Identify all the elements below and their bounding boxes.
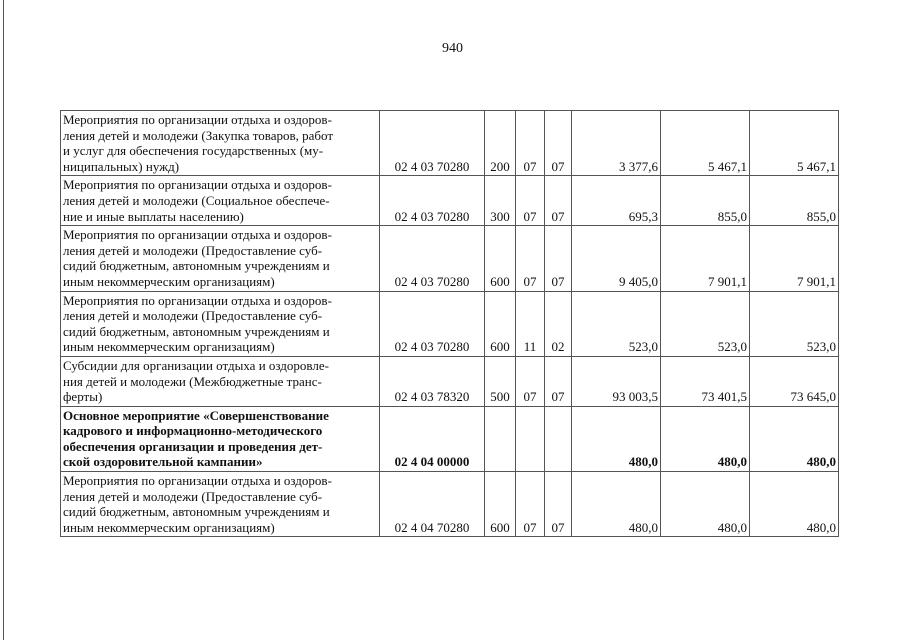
subsection-cell [545, 406, 572, 471]
amount-year1-cell: 695,3 [572, 176, 661, 226]
amount-year3-cell: 480,0 [750, 406, 839, 471]
item-name-line: ления детей и молодежи (Закупка товаров, работ [63, 127, 334, 143]
item-name-line: ления детей и молодежи (Предоставление суб- [63, 488, 323, 504]
budget-table [60, 110, 839, 537]
amount-year1-cell: 480,0 [572, 406, 661, 471]
item-name-line: сидий бюджетным, автономным учреждениям и [63, 504, 330, 520]
amount-year1-cell: 9 405,0 [572, 226, 661, 291]
item-name-line: иным некоммерческим организациям) [63, 519, 275, 535]
item-name-line: ние и иные выплаты населению) [63, 208, 244, 224]
page-left-edge [3, 0, 4, 640]
subsection-cell: 07 [545, 226, 572, 291]
program-code-cell: 02 4 03 70280 [380, 291, 485, 356]
amount-year2-cell: 5 467,1 [661, 111, 750, 176]
item-name-line: ской оздоровительной кампании» [63, 454, 263, 470]
subsection-cell: 07 [545, 111, 572, 176]
section-cell [516, 406, 545, 471]
item-name-line: обеспечения организации и проведения дет- [63, 438, 323, 454]
item-name-cell [61, 406, 380, 471]
amount-year3-cell: 73 645,0 [750, 356, 839, 406]
item-name-cell [61, 226, 380, 291]
expense-type-cell: 600 [485, 226, 516, 291]
expense-type-cell [485, 406, 516, 471]
amount-year1-cell: 480,0 [572, 472, 661, 537]
section-cell: 07 [516, 356, 545, 406]
item-name-line: Мероприятия по организации отдыха и оздоров- [63, 473, 332, 489]
item-name-line: иным некоммерческим организациям) [63, 273, 275, 289]
section-cell: 07 [516, 111, 545, 176]
expense-type-cell: 200 [485, 111, 516, 176]
expense-type-cell: 600 [485, 291, 516, 356]
item-name-line: ниципальных) нужд) [63, 158, 180, 174]
item-name-line: ления детей и молодежи (Предоставление суб- [63, 308, 323, 324]
item-name-cell [61, 291, 380, 356]
amount-year2-cell: 480,0 [661, 472, 750, 537]
section-cell: 07 [516, 472, 545, 537]
item-name-cell [61, 472, 380, 537]
table-row [61, 406, 839, 471]
item-name-cell [61, 176, 380, 226]
amount-year2-cell: 855,0 [661, 176, 750, 226]
page-number: 940 [442, 41, 463, 56]
expense-type-cell: 500 [485, 356, 516, 406]
table-row [61, 111, 839, 176]
program-code-cell: 02 4 04 70280 [380, 472, 485, 537]
item-name-line: иным некоммерческим организациям) [63, 339, 275, 355]
table-row [61, 291, 839, 356]
amount-year2-cell: 7 901,1 [661, 226, 750, 291]
amount-year2-cell: 523,0 [661, 291, 750, 356]
item-name-cell [61, 356, 380, 406]
item-name-line: кадрового и информационно-методического [63, 423, 323, 439]
program-code-cell: 02 4 03 70280 [380, 176, 485, 226]
item-name-line: и услуг для обеспечения государственных (му- [63, 143, 324, 159]
program-code-cell: 02 4 03 70280 [380, 111, 485, 176]
section-cell: 11 [516, 291, 545, 356]
item-name-line: Субсидии для организации отдыха и оздоровле- [63, 357, 329, 373]
amount-year2-cell: 73 401,5 [661, 356, 750, 406]
amount-year1-cell: 523,0 [572, 291, 661, 356]
expense-type-cell: 300 [485, 176, 516, 226]
item-name-line: Мероприятия по организации отдыха и оздоров- [63, 227, 332, 243]
amount-year1-cell: 3 377,6 [572, 111, 661, 176]
item-name-line: ния детей и молодежи (Межбюджетные транс- [63, 373, 322, 389]
expense-type-cell: 600 [485, 472, 516, 537]
item-name-line: ления детей и молодежи (Предоставление суб- [63, 242, 323, 258]
section-cell: 07 [516, 176, 545, 226]
amount-year1-cell: 93 003,5 [572, 356, 661, 406]
subsection-cell: 07 [545, 356, 572, 406]
program-code-cell: 02 4 03 78320 [380, 356, 485, 406]
amount-year3-cell: 523,0 [750, 291, 839, 356]
amount-year3-cell: 7 901,1 [750, 226, 839, 291]
item-name-line: ления детей и молодежи (Социальное обеспече- [63, 192, 330, 208]
subsection-cell: 07 [545, 472, 572, 537]
amount-year3-cell: 855,0 [750, 176, 839, 226]
item-name-line: Мероприятия по организации отдыха и оздоров- [63, 177, 332, 193]
amount-year3-cell: 480,0 [750, 472, 839, 537]
item-name-line: сидий бюджетным, автономным учреждениям и [63, 258, 330, 274]
item-name-line: сидий бюджетным, автономным учреждениям и [63, 323, 330, 339]
amount-year2-cell: 480,0 [661, 406, 750, 471]
item-name-line: Основное мероприятие «Совершенствование [63, 407, 329, 423]
amount-year3-cell: 5 467,1 [750, 111, 839, 176]
table-row [61, 356, 839, 406]
item-name-line: ферты) [63, 389, 103, 405]
item-name-cell [61, 111, 380, 176]
subsection-cell: 02 [545, 291, 572, 356]
item-name-line: Мероприятия по организации отдыха и оздоров- [63, 112, 332, 127]
table-row [61, 176, 839, 226]
subsection-cell: 07 [545, 176, 572, 226]
program-code-cell: 02 4 04 00000 [380, 406, 485, 471]
section-cell: 07 [516, 226, 545, 291]
item-name-line: Мероприятия по организации отдыха и оздоров- [63, 292, 332, 308]
program-code-cell: 02 4 03 70280 [380, 226, 485, 291]
table-row [61, 226, 839, 291]
table-row [61, 472, 839, 537]
